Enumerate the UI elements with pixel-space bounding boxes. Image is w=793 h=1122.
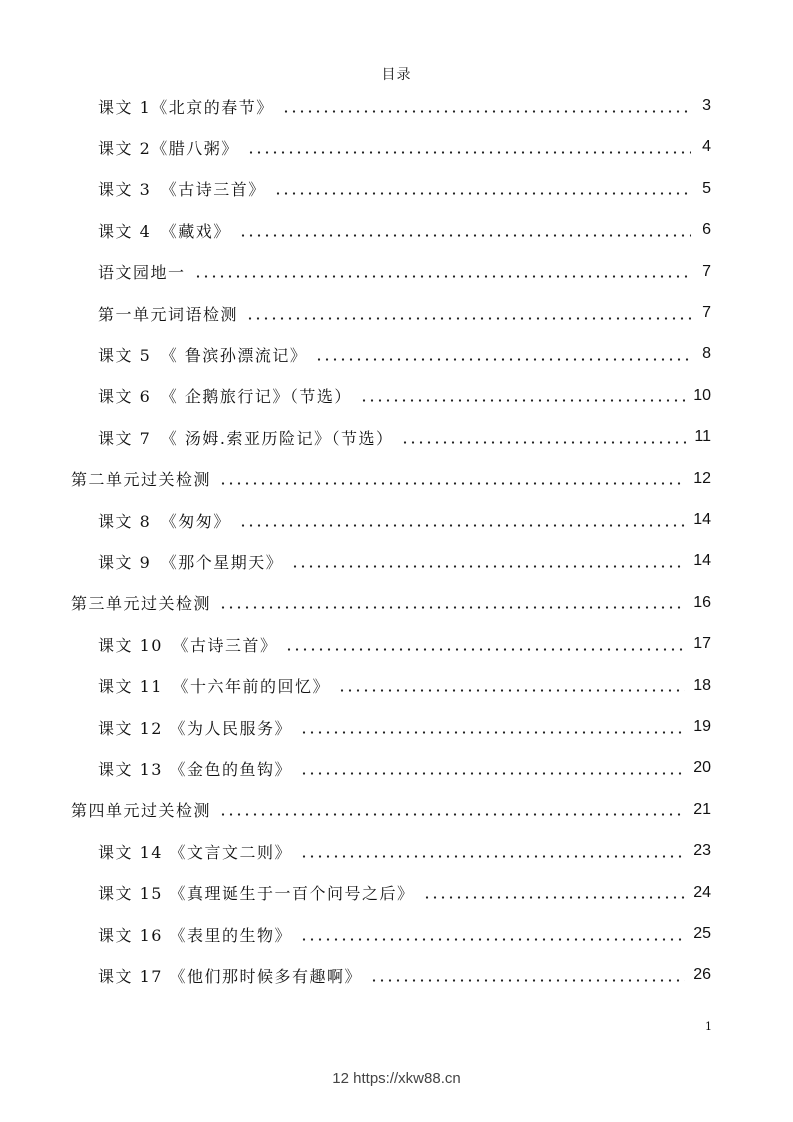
toc-entry[interactable] [98, 127, 711, 167]
dot-leader [274, 192, 691, 195]
toc-entry-label: 第三单元过关检测 [71, 594, 212, 614]
toc-entry-label: 课文 15 《真理诞生于一百个问号之后》 [98, 884, 415, 904]
toc-entry-page: 19 [693, 718, 711, 735]
toc-entry[interactable] [71, 583, 711, 623]
toc-entry-label: 第四单元过关检测 [71, 801, 212, 821]
dot-leader [300, 772, 685, 775]
toc-entry[interactable] [98, 334, 711, 374]
toc-entry-page: 5 [702, 179, 711, 197]
toc-entry[interactable] [98, 169, 711, 209]
toc-entry[interactable] [98, 417, 711, 457]
dot-leader [239, 524, 685, 527]
dot-leader [291, 565, 685, 568]
dot-leader [247, 151, 691, 154]
toc-entry[interactable] [71, 790, 711, 830]
dot-leader [360, 399, 685, 402]
dot-leader [300, 855, 685, 858]
toc-entry-page: 26 [693, 966, 711, 984]
toc-entry-page: 11 [694, 428, 711, 446]
toc-entry[interactable] [98, 748, 711, 788]
toc-entry-page: 24 [693, 883, 711, 901]
toc-entry[interactable] [98, 86, 711, 126]
dot-leader [282, 110, 691, 113]
toc-entry-page: 3 [702, 97, 711, 114]
dot-leader [219, 482, 685, 485]
toc-entry[interactable] [98, 873, 711, 913]
dot-leader [338, 689, 685, 692]
toc-entry[interactable] [98, 707, 711, 747]
toc-entry-label: 课文 17 《他们那时候多有趣啊》 [98, 966, 363, 986]
toc-entry-page: 17 [693, 635, 711, 653]
toc-entry-label: 课文 4 《藏戏》 [98, 221, 231, 241]
toc-entry[interactable] [71, 459, 711, 499]
toc-entry-page: 6 [702, 221, 711, 239]
toc-entry[interactable] [98, 293, 711, 333]
toc-entry-label: 课文 5 《 鲁滨孙漂流记》 [98, 345, 308, 365]
toc-entry-label: 课文 9 《那个星期天》 [98, 552, 284, 572]
toc-entry-page: 16 [693, 593, 711, 611]
toc-entry-page: 7 [702, 304, 711, 321]
toc-entry-label: 课文 1《北京的春节》 [98, 97, 274, 117]
toc-entry-label: 课文 2《腊八粥》 [98, 138, 239, 158]
toc-entry-label: 第一单元词语检测 [98, 304, 239, 324]
toc-entry-label: 课文 16 《表里的生物》 [98, 925, 293, 945]
toc-entry-label: 第二单元过关检测 [71, 470, 212, 490]
toc-entry-label: 课文 11 《十六年前的回忆》 [98, 677, 330, 697]
toc-entry-page: 7 [702, 262, 711, 280]
toc-entry[interactable] [98, 914, 711, 954]
dot-leader [315, 358, 691, 361]
toc-entry-page: 4 [702, 138, 711, 156]
toc-entry[interactable] [98, 624, 711, 664]
toc-entry[interactable] [98, 541, 711, 581]
toc-entry-label: 课文 8 《匆匆》 [98, 511, 231, 531]
toc-entry-page: 8 [702, 345, 711, 363]
toc-entry-label: 课文 6 《 企鹅旅行记》（节选） [98, 387, 352, 407]
toc-entry-page: 21 [693, 800, 711, 818]
toc-entry[interactable] [98, 210, 711, 250]
dot-leader [194, 275, 691, 278]
toc-entry[interactable] [98, 831, 711, 871]
dot-leader [246, 317, 691, 320]
toc-entry-page: 12 [693, 469, 711, 487]
toc-entry[interactable] [98, 376, 711, 416]
page-number: 1 [705, 1020, 712, 1033]
toc-entry[interactable] [98, 666, 711, 706]
toc-entry-page: 14 [693, 552, 711, 570]
toc-entry-label: 课文 14 《文言文二则》 [98, 842, 293, 862]
toc-entry-page: 10 [693, 386, 711, 404]
toc-entry-label: 语文园地一 [98, 263, 186, 283]
toc-entry[interactable] [98, 500, 711, 540]
toc-entry-page: 25 [693, 925, 711, 942]
dot-leader [423, 896, 686, 899]
dot-leader [219, 606, 685, 609]
toc-entry-page: 18 [693, 676, 711, 694]
toc-entry-label: 课文 12 《为人民服务》 [98, 718, 293, 738]
toc-entry[interactable] [98, 252, 711, 292]
toc-entry[interactable] [98, 955, 711, 995]
toc-entry-label: 课文 3 《古诗三首》 [98, 180, 266, 200]
toc-entry-label: 课文 13 《金色的鱼钩》 [98, 759, 293, 779]
dot-leader [370, 979, 685, 982]
dot-leader [300, 938, 685, 941]
toc-entry-label: 课文 7 《 汤姆.索亚历险记》（节选） [98, 428, 394, 448]
dot-leader [219, 813, 685, 816]
dot-leader [401, 441, 686, 444]
toc-entry-page: 23 [693, 842, 711, 860]
dot-leader [239, 234, 691, 237]
toc-entry-label: 课文 10 《古诗三首》 [98, 635, 278, 655]
dot-leader [300, 731, 685, 734]
dot-leader [285, 648, 685, 651]
toc-title: 目录 [381, 67, 412, 83]
toc-entry-page: 14 [693, 511, 711, 528]
watermark-text: 12 https://xkw88.cn [332, 1070, 461, 1087]
toc-entry-page: 20 [693, 759, 711, 777]
